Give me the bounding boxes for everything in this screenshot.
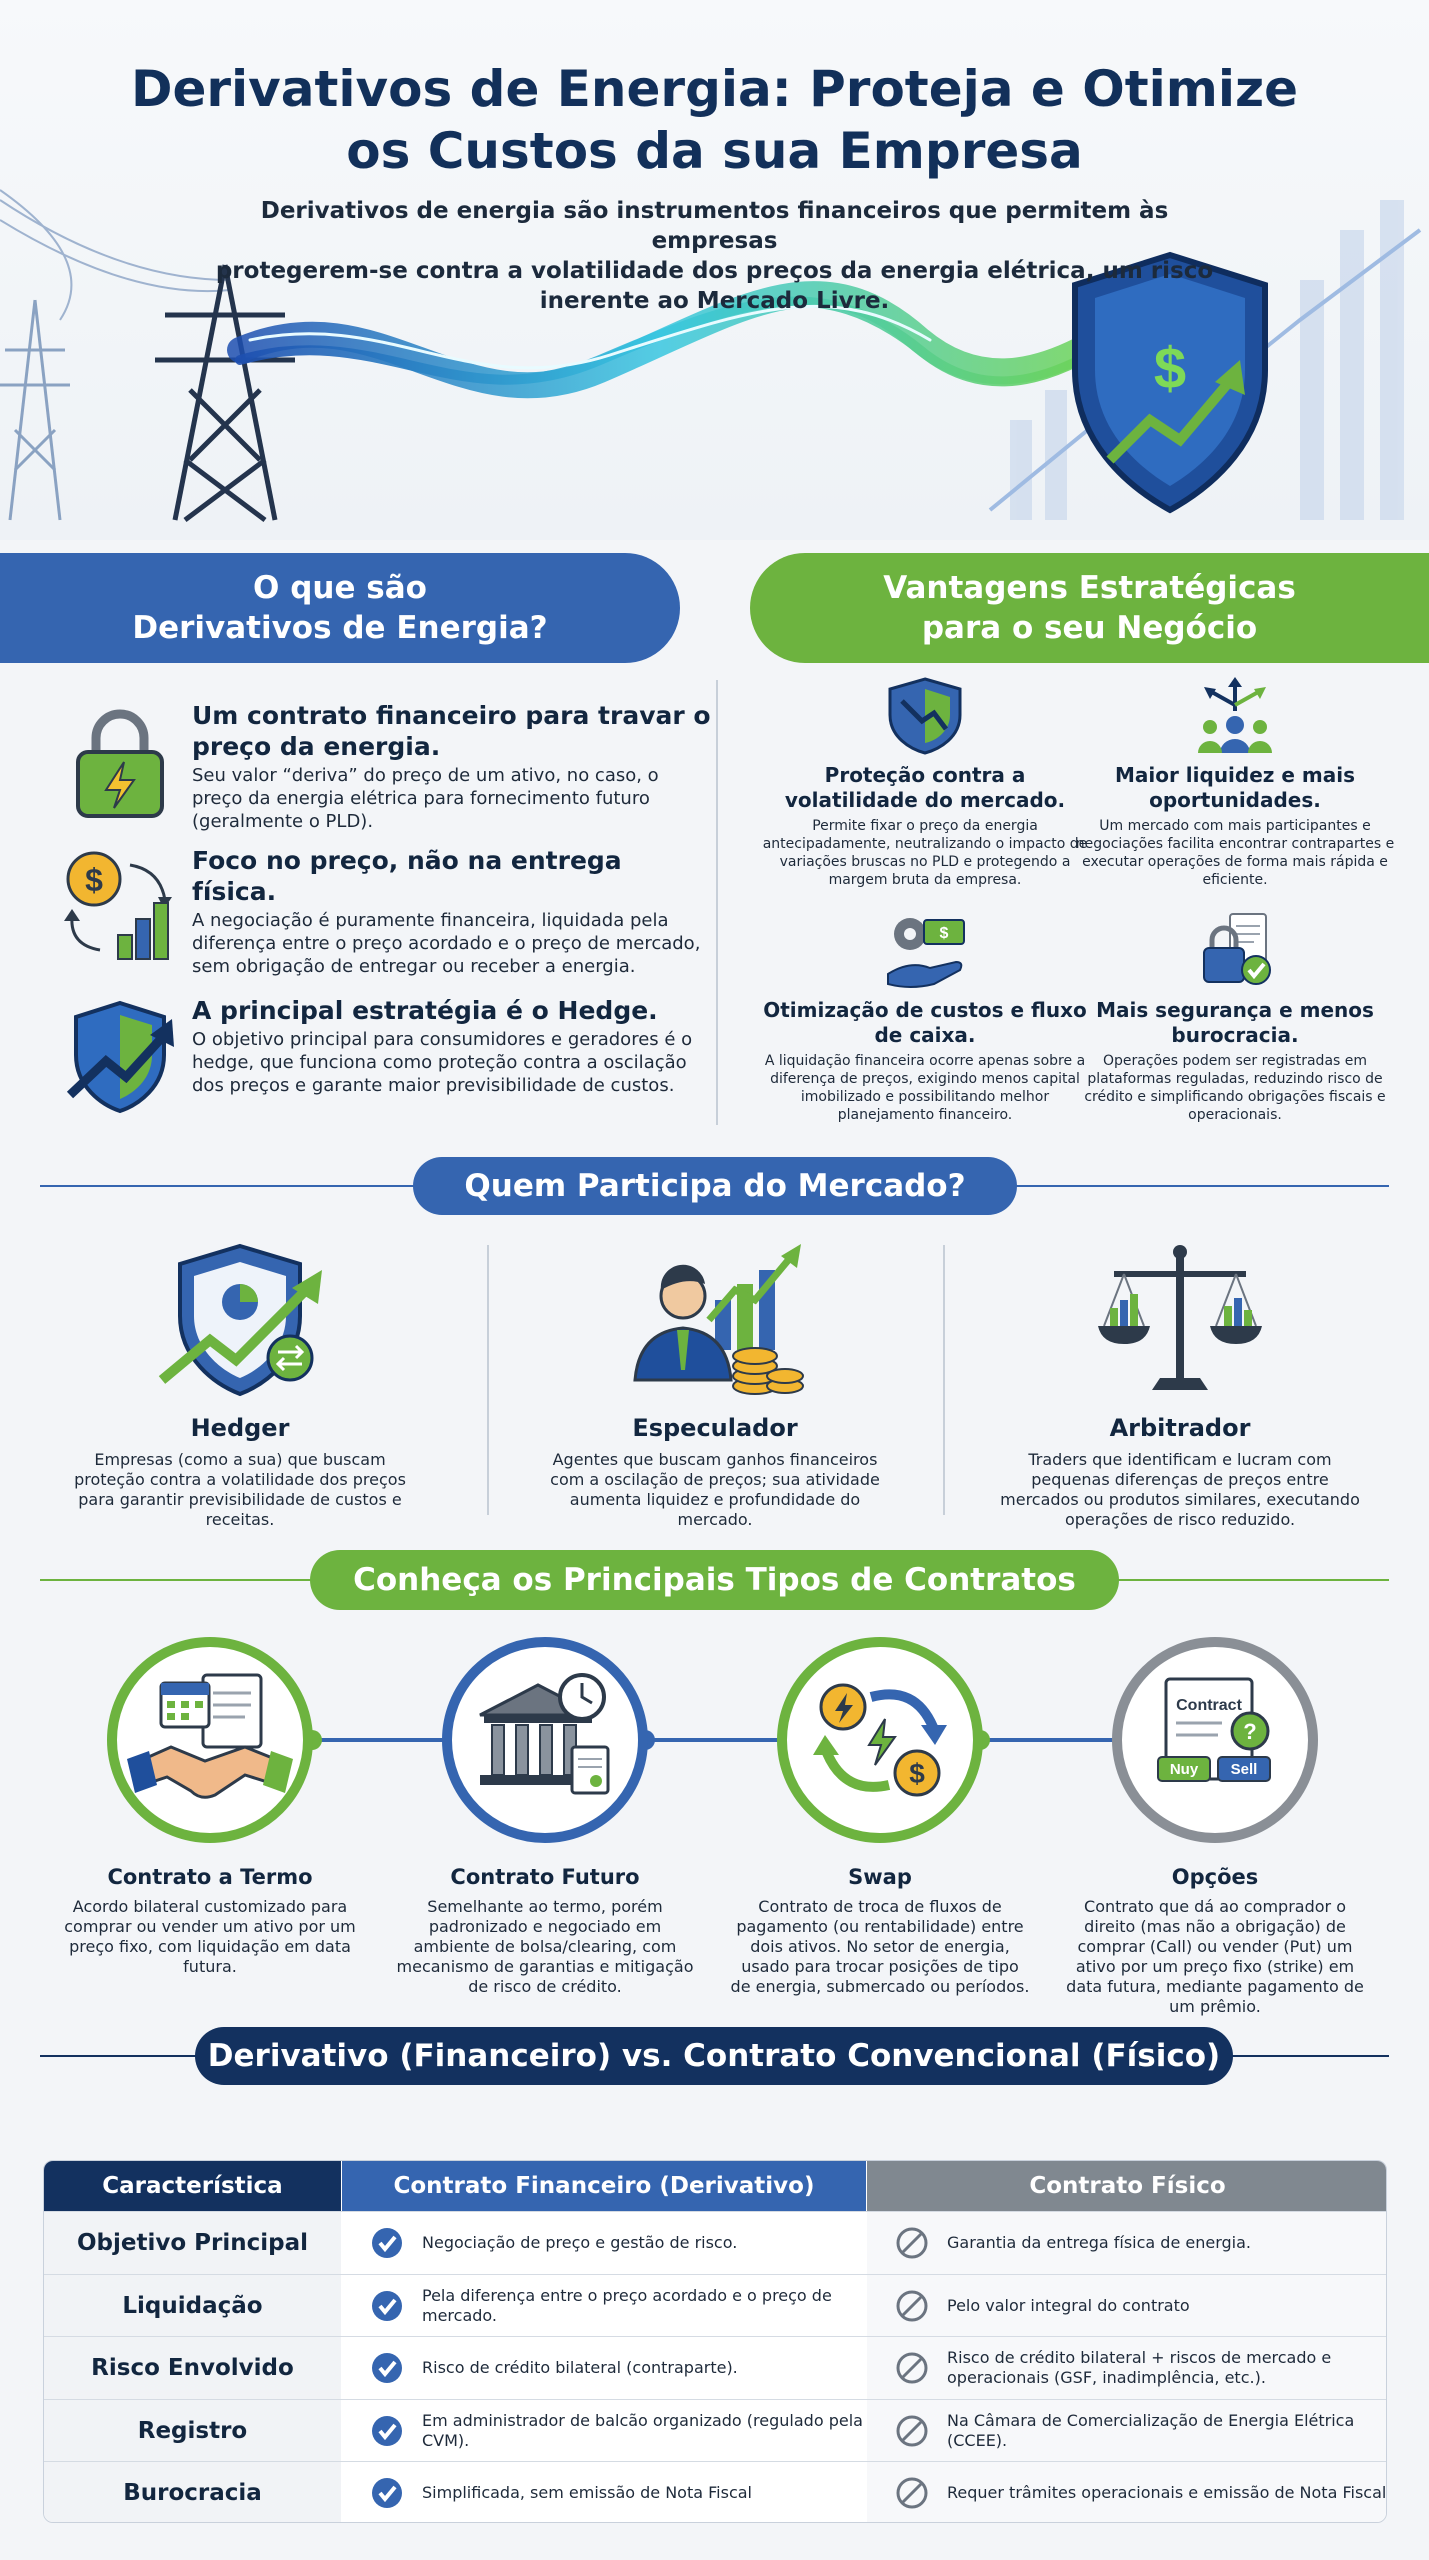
check-icon (370, 2351, 404, 2385)
advantage-heading: Maior liquidez e mais oportunidades. (1114, 763, 1356, 812)
advantage-text: Um mercado com mais participantes e negociações facilita encontrar contrapartes e executar operações de forma mais rápida e eficiente. (1075, 818, 1395, 888)
row-physical-cell (867, 2275, 1387, 2337)
financial-text: Risco de crédito bilateral (contraparte). (422, 2358, 738, 2378)
section-title-line: para o seu Negócio (921, 610, 1258, 646)
section-header-contracts: Conheça os Principais Tipos de Contratos (310, 1550, 1119, 1610)
page-subtitle (200, 196, 1229, 316)
table-row (44, 2211, 1387, 2273)
section-header-advantages (750, 553, 1429, 663)
row-feature: Liquidação (44, 2275, 341, 2337)
row-financial-cell (342, 2462, 866, 2523)
row-physical-cell (867, 2400, 1387, 2462)
row-financial-cell (342, 2337, 866, 2399)
row-financial-cell (342, 2212, 866, 2274)
small-pylon-icon (0, 300, 70, 520)
what-item (60, 700, 711, 832)
column-divider (716, 680, 718, 1125)
row-physical-cell (867, 2337, 1387, 2399)
prohibited-icon (895, 2414, 929, 2448)
row-feature: Burocracia (44, 2462, 341, 2523)
advantage-card (1070, 910, 1400, 1124)
contract-label: Contract (1176, 1697, 1242, 1714)
page-title (40, 58, 1389, 182)
advantage-text: Operações podem ser registradas em plataformas reguladas, reduzindo risco de crédito e simplificando obrigações fiscais e operacionais. (1084, 1053, 1386, 1123)
what-item (60, 995, 700, 1125)
participant-card (60, 1240, 420, 1530)
what-item-heading: Foco no preço, não na entrega física. (192, 846, 622, 906)
participant-text: Traders que identificam e lucram com pequenas diferenças de preços entre mercados ou produtos similares, executando operações de risco reduzido. (1000, 1450, 1360, 1529)
contract-card (395, 1635, 695, 1997)
swap-arrows-icon (775, 1635, 985, 1845)
physical-text: Na Câmara de Comercialização de Energia Elétrica (CCEE). (947, 2410, 1355, 2450)
what-item-text: O objetivo principal para consumidores e geradores é o hedge, que funciona como proteção contra a oscilação dos preços e garante maior previsibilidade de custos. (192, 1029, 693, 1096)
svg-text:$: $ (85, 862, 103, 898)
advantage-text: A liquidação financeira ocorre apenas sobre a diferença de preços, exigindo menos capital imobilizado e possibilitando melhor planejamento financeiro. (764, 1053, 1086, 1123)
title-line: Derivativos de Energia: Proteja e Otimize (130, 60, 1299, 118)
column-divider (943, 1245, 945, 1515)
row-physical-cell (867, 2462, 1387, 2523)
what-item-text: A negociação é puramente financeira, liquidada pela diferença entre o preço acordado e o preço de mercado, sem obrigação de entregar ou receber a energia. (192, 910, 701, 977)
financial-text: Simplificada, sem emissão de Nota Fiscal (422, 2483, 752, 2503)
advantage-heading: Mais segurança e menos burocracia. (1096, 998, 1374, 1047)
advantage-text: Permite fixar o preço da energia antecipadamente, neutralizando o impacto de variações bruscas no PLD e protegendo a margem bruta da empresa. (762, 818, 1088, 888)
physical-text: Risco de crédito bilateral + riscos de mercado e operacionais (GSF, inadimplência, etc.). (947, 2348, 1332, 2388)
contract-card (730, 1635, 1030, 1997)
advantage-heading: Proteção contra a volatilidade do mercado. (784, 763, 1066, 812)
contract-card (1065, 1635, 1365, 2017)
row-feature: Registro (44, 2400, 341, 2462)
section-title-line: O que são (253, 570, 427, 606)
contract-text: Acordo bilateral customizado para comprar ou vender um ativo por um preço fixo, com liquidação em data futura. (64, 1897, 356, 1976)
shield-down-icon (880, 675, 970, 755)
participant-text: Empresas (como a sua) que buscam proteção contra a volatilidade dos preços para garantir previsibilidade de custos e receitas. (74, 1450, 406, 1529)
row-physical-cell (867, 2212, 1387, 2274)
contract-heading: Opções (1171, 1865, 1259, 1889)
check-icon (370, 2289, 404, 2323)
physical-text: Garantia da entrega física de energia. (947, 2233, 1252, 2252)
subtitle-line: protegerem-se contra a volatilidade dos preços da energia elétrica, um risco (215, 258, 1214, 284)
financial-text: Negociação de preço e gestão de risco. (422, 2233, 738, 2252)
advantage-heading: Otimização de custos e fluxo de caixa. (763, 998, 1087, 1047)
prohibited-icon (895, 2226, 929, 2260)
contract-card (60, 1635, 360, 1977)
contract-text: Contrato que dá ao comprador o direito (mas não a obrigação) de comprar (Call) ou vender (Put) um ativo por um preço fixo (strike) em data futura, mediante pagamento de um prêmio. (1066, 1897, 1364, 2016)
what-item-text: Seu valor “deriva” do preço de um ativo, no caso, o preço da energia elétrica para fornecimento futuro (geralmente o PLD). (192, 765, 659, 832)
physical-text: Requer trâmites operacionais e emissão de Nota Fiscal (947, 2483, 1387, 2503)
contract-heading: Contrato Futuro (450, 1865, 640, 1889)
contract-options-icon (1110, 1635, 1320, 1845)
people-network-icon (1190, 675, 1280, 755)
prohibited-icon (895, 2476, 929, 2510)
buy-label: Nuy (1169, 1761, 1199, 1778)
row-financial-cell (342, 2275, 866, 2337)
gear-money-icon (880, 910, 970, 990)
svg-text:$: $ (1153, 336, 1187, 401)
table-row (44, 2336, 1387, 2398)
table-header: Contrato Financeiro (Derivativo) (342, 2161, 866, 2211)
hero-banner (0, 0, 1429, 540)
row-financial-cell (342, 2400, 866, 2462)
financial-text: Pela diferença entre o preço acordado e o preço de mercado. (422, 2285, 832, 2325)
handshake-calendar-icon (105, 1635, 315, 1845)
shield-pie-icon (150, 1240, 330, 1400)
section-header-what (0, 553, 680, 663)
advantage-card (1070, 675, 1400, 889)
title-line: os Custos da sua Empresa (346, 122, 1083, 180)
scale-icon (1090, 1240, 1270, 1400)
section-header-participants: Quem Participa do Mercado? (413, 1157, 1017, 1215)
comparison-table (43, 2160, 1387, 2523)
svg-text:$: $ (909, 1758, 925, 1789)
subtitle-line: inerente ao Mercado Livre. (539, 288, 890, 314)
participant-heading: Arbitrador (1109, 1414, 1251, 1442)
check-icon (370, 2226, 404, 2260)
svg-text:?: ? (1243, 1719, 1257, 1744)
participant-card (1000, 1240, 1360, 1530)
physical-text: Pelo valor integral do contrato (947, 2295, 1190, 2315)
sell-label: Sell (1230, 1761, 1258, 1778)
what-item-heading: Um contrato financeiro para travar o preço da energia. (192, 701, 711, 761)
shield-trend-icon (60, 995, 180, 1115)
lock-icon (60, 700, 180, 820)
prohibited-icon (895, 2289, 929, 2323)
contract-heading: Swap (848, 1865, 912, 1889)
what-item-heading: A principal estratégia é o Hedge. (192, 996, 658, 1025)
prohibited-icon (895, 2351, 929, 2385)
advantage-card (760, 910, 1090, 1124)
table-header: Característica (44, 2161, 341, 2211)
column-divider (487, 1245, 489, 1515)
contract-text: Semelhante ao termo, porém padronizado e negociado em ambiente de bolsa/clearing, com mecanismo de garantias e mitigação de risco de crédito. (396, 1897, 694, 1996)
contract-text: Contrato de troca de fluxos de pagamento (ou rentabilidade) entre dois ativos. No setor de energia, usado para trocar posições de tipo de energia, submercado ou períodos. (730, 1897, 1030, 1996)
financial-text: Em administrador de balcão organizado (regulado pela CVM). (422, 2410, 863, 2450)
table-row (44, 2399, 1387, 2461)
section-header-comparison: Derivativo (Financeiro) vs. Contrato Convencional (Físico) (195, 2027, 1233, 2085)
row-feature: Risco Envolvido (44, 2337, 341, 2399)
coin-chart-icon (60, 845, 180, 965)
table-header: Contrato Físico (867, 2161, 1387, 2211)
participant-text: Agentes que buscam ganhos financeiros com a oscilação de preços; sua atividade aumenta liquidez e profundidade do mercado. (550, 1450, 880, 1529)
exchange-building-icon (440, 1635, 650, 1845)
participant-heading: Especulador (632, 1414, 798, 1442)
businessman-coins-icon (625, 1240, 805, 1400)
check-icon (370, 2414, 404, 2448)
participant-heading: Hedger (190, 1414, 290, 1442)
check-icon (370, 2476, 404, 2510)
what-item (60, 845, 700, 975)
svg-text:$: $ (939, 925, 949, 942)
lock-document-icon (1190, 910, 1280, 990)
section-title-line: Vantagens Estratégicas (883, 570, 1296, 606)
table-row (44, 2461, 1387, 2523)
contract-heading: Contrato a Termo (107, 1865, 313, 1889)
subtitle-line: Derivativos de energia são instrumentos financeiros que permitem às empresas (260, 198, 1169, 254)
participant-card (535, 1240, 895, 1530)
advantage-card (760, 675, 1090, 889)
table-row (44, 2274, 1387, 2336)
row-feature: Objetivo Principal (44, 2212, 341, 2274)
section-title-line: Derivativos de Energia? (132, 610, 548, 646)
